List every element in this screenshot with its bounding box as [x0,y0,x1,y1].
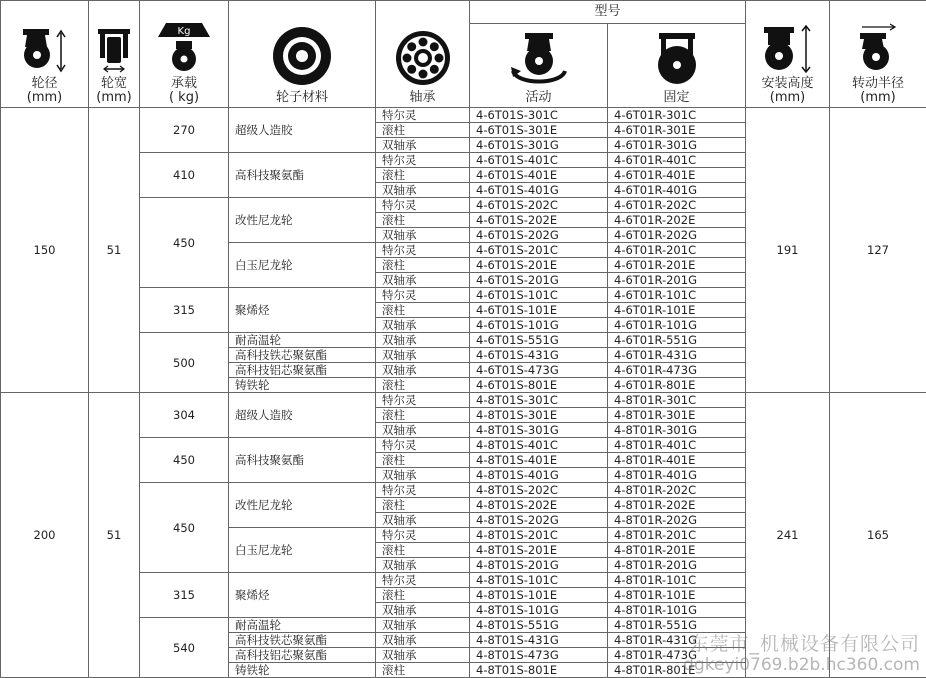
cell-model-rigid: 4-8T01R-201E [608,543,746,558]
cell-bearing: 滚柱 [376,588,470,603]
cell-model-rigid: 4-6T01R-101E [608,303,746,318]
bearing-label: 轴承 [409,90,435,105]
cell-model-rigid: 4-8T01R-301E [608,408,746,423]
cell-bearing: 特尔灵 [376,573,470,588]
cell-bearing: 滚柱 [376,663,470,678]
cell-model-rigid: 4-6T01R-301E [608,123,746,138]
cell-model-swivel: 4-6T01S-401G [470,183,608,198]
cell-bearing: 滚柱 [376,453,470,468]
cell-bearing: 双轴承 [376,273,470,288]
cell-material: 铸铁轮 [229,378,376,393]
cell-model-swivel: 4-8T01S-401G [470,468,608,483]
cell-diameter: 200 [1,393,89,678]
cell-load: 450 [140,198,229,288]
cell-model-swivel: 4-8T01S-301E [470,408,608,423]
table-header [1,1,926,108]
cell-material: 聚烯烃 [229,288,376,333]
cell-material: 超级人造胶 [229,108,376,153]
cell-model-swivel: 4-6T01S-473G [470,363,608,378]
cell-model-rigid: 4-8T01R-201C [608,528,746,543]
table-row [1,393,926,408]
table-body [1,108,926,678]
cell-model-swivel: 4-6T01S-202E [470,213,608,228]
cell-material: 高科技聚氨酯 [229,438,376,483]
cell-load: 540 [140,618,229,678]
mount-height-icon [760,25,816,73]
rigid-caster-icon [649,31,705,87]
cell-model-rigid: 4-8T01R-401G [608,468,746,483]
cell-model-rigid: 4-6T01R-201E [608,258,746,273]
cell-material: 改性尼龙轮 [229,198,376,243]
cell-material: 高科技铝芯聚氨酯 [229,648,376,663]
cell-model-rigid: 4-6T01R-551G [608,333,746,348]
cell-model-swivel: 4-6T01S-201G [470,273,608,288]
cell-bearing: 双轴承 [376,558,470,573]
watermark-url: dgkeyi0769.b2b.hc360.com [683,655,920,675]
cell-bearing: 特尔灵 [376,108,470,123]
cell-model-swivel: 4-6T01S-201E [470,258,608,273]
cell-material: 高科技铁芯聚氨酯 [229,633,376,648]
cell-load: 410 [140,153,229,198]
cell-model-swivel: 4-6T01S-301E [470,123,608,138]
cell-model-rigid: 4-6T01R-301C [608,108,746,123]
cell-model-swivel: 4-6T01S-401C [470,153,608,168]
rigid-label: 固定 [664,90,690,105]
cell-bearing: 特尔灵 [376,393,470,408]
cell-model-swivel: 4-6T01S-201C [470,243,608,258]
cell-model-swivel: 4-6T01S-431G [470,348,608,363]
cell-material: 铸铁轮 [229,663,376,678]
cell-material: 耐高温轮 [229,333,376,348]
cell-material: 高科技铁芯聚氨酯 [229,348,376,363]
swivel-label: 活动 [525,90,551,105]
cell-bearing: 双轴承 [376,423,470,438]
cell-swivel-radius: 165 [830,393,926,678]
cell-model-swivel: 4-6T01S-202C [470,198,608,213]
cell-load: 315 [140,573,229,618]
cell-load: 270 [140,108,229,153]
cell-load: 450 [140,438,229,483]
cell-bearing: 双轴承 [376,183,470,198]
cell-bearing: 特尔灵 [376,483,470,498]
height-unit: (mm) [770,90,805,105]
wheel-material-icon [271,25,333,87]
cell-bearing: 滚柱 [376,168,470,183]
cell-bearing: 特尔灵 [376,243,470,258]
wheel-width-icon [92,27,136,73]
cell-model-swivel: 4-8T01S-101E [470,588,608,603]
cell-bearing: 双轴承 [376,138,470,153]
header-rigid [608,24,746,108]
cell-bearing: 滚柱 [376,498,470,513]
cell-model-rigid: 4-6T01R-202C [608,198,746,213]
cell-bearing: 双轴承 [376,513,470,528]
cell-material: 高科技聚氨酯 [229,153,376,198]
wheel-diameter-icon [17,27,73,73]
cell-model-rigid: 4-8T01R-201G [608,558,746,573]
cell-bearing: 滚柱 [376,123,470,138]
cell-model-rigid: 4-6T01R-431G [608,348,746,363]
cell-bearing: 特尔灵 [376,438,470,453]
cell-model-rigid: 4-6T01R-202E [608,213,746,228]
diameter-label: 轮径 [31,76,57,91]
height-label: 安装高度 [762,76,814,91]
cell-model-rigid: 4-8T01R-101G [608,603,746,618]
cell-bearing: 特尔灵 [376,153,470,168]
cell-model-rigid: 4-8T01R-301G [608,423,746,438]
header-load [140,1,229,108]
cell-model-swivel: 4-8T01S-201G [470,558,608,573]
cell-load: 304 [140,393,229,438]
cell-model-swivel: 4-6T01S-301G [470,138,608,153]
cell-bearing: 双轴承 [376,348,470,363]
cell-material: 改性尼龙轮 [229,483,376,528]
cell-model-swivel: 4-6T01S-801E [470,378,608,393]
cell-model-swivel: 4-6T01S-202G [470,228,608,243]
load-label: 承载 [171,76,197,91]
cell-model-rigid: 4-8T01R-473G [608,648,746,663]
cell-model-rigid: 4-6T01R-201C [608,243,746,258]
cell-material: 白玉尼龙轮 [229,243,376,288]
load-unit: ( kg) [169,90,199,105]
header-diameter [1,1,89,108]
cell-bearing: 特尔灵 [376,528,470,543]
header-material [229,1,376,108]
cell-model-swivel: 4-8T01S-101G [470,603,608,618]
cell-model-rigid: 4-6T01R-201G [608,273,746,288]
cell-model-swivel: 4-6T01S-101E [470,303,608,318]
cell-material: 高科技铝芯聚氨酯 [229,363,376,378]
material-label: 轮子材料 [276,90,328,105]
cell-bearing: 双轴承 [376,603,470,618]
cell-model-swivel: 4-6T01S-101C [470,288,608,303]
cell-bearing: 双轴承 [376,648,470,663]
cell-material: 聚烯烃 [229,573,376,618]
swivel-radius-icon [848,23,908,73]
cell-bearing: 双轴承 [376,333,470,348]
header-radius [830,1,926,108]
cell-bearing: 滚柱 [376,258,470,273]
cell-model-swivel: 4-8T01S-202C [470,483,608,498]
cell-model-rigid: 4-8T01R-801E [608,663,746,678]
cell-bearing: 滚柱 [376,408,470,423]
cell-model-rigid: 4-6T01R-473G [608,363,746,378]
cell-bearing: 双轴承 [376,228,470,243]
cell-bearing: 特尔灵 [376,198,470,213]
cell-bearing: 滚柱 [376,378,470,393]
cell-model-swivel: 4-6T01S-101G [470,318,608,333]
cell-material: 耐高温轮 [229,618,376,633]
header-width [89,1,140,108]
cell-model-swivel: 4-8T01S-401E [470,453,608,468]
cell-model-rigid: 4-6T01R-202G [608,228,746,243]
cell-bearing: 双轴承 [376,468,470,483]
header-height [746,1,830,108]
cell-mount-height: 191 [746,108,830,393]
cell-bearing: 滚柱 [376,303,470,318]
cell-width: 51 [89,393,140,678]
cell-model-swivel: 4-8T01S-202G [470,513,608,528]
cell-bearing: 滚柱 [376,213,470,228]
cell-model-rigid: 4-6T01R-401G [608,183,746,198]
cell-diameter: 150 [1,108,89,393]
cell-bearing: 双轴承 [376,633,470,648]
cell-load: 500 [140,333,229,393]
cell-model-swivel: 4-6T01S-401E [470,168,608,183]
cell-width: 51 [89,108,140,393]
radius-unit: (mm) [860,90,895,105]
cell-model-swivel: 4-8T01S-301C [470,393,608,408]
cell-model-swivel: 4-6T01S-301C [470,108,608,123]
cell-mount-height: 241 [746,393,830,678]
cell-model-swivel: 4-8T01S-201C [470,528,608,543]
header-bearing [376,1,470,108]
cell-model-swivel: 4-8T01S-801E [470,663,608,678]
cell-material: 白玉尼龙轮 [229,528,376,573]
width-label: 轮宽 [101,76,127,91]
cell-bearing: 双轴承 [376,318,470,333]
cell-model-rigid: 4-6T01R-301G [608,138,746,153]
cell-model-rigid: 4-6T01R-101G [608,318,746,333]
width-unit: (mm) [96,90,131,105]
load-unit-text: Kg [178,26,191,37]
cell-model-rigid: 4-6T01R-401C [608,153,746,168]
cell-model-swivel: 4-8T01S-301G [470,423,608,438]
bearing-icon [394,29,452,87]
cell-bearing: 特尔灵 [376,288,470,303]
cell-bearing: 滚柱 [376,543,470,558]
cell-load: 315 [140,288,229,333]
header-model [470,1,746,24]
watermark-company: 东莞市_机械设备有限公司 [689,629,920,656]
cell-model-rigid: 4-8T01R-101E [608,588,746,603]
cell-model-rigid: 4-8T01R-301C [608,393,746,408]
cell-load: 450 [140,483,229,573]
cell-model-swivel: 4-8T01S-101C [470,573,608,588]
cell-model-rigid: 4-8T01R-202G [608,513,746,528]
cell-model-rigid: 4-8T01R-202E [608,498,746,513]
cell-model-swivel: 4-6T01S-551G [470,333,608,348]
load-weight-icon [154,21,214,73]
cell-bearing: 双轴承 [376,618,470,633]
cell-model-swivel: 4-8T01S-202E [470,498,608,513]
cell-model-rigid: 4-8T01R-202C [608,483,746,498]
cell-model-rigid: 4-6T01R-101C [608,288,746,303]
cell-model-rigid: 4-8T01R-401C [608,438,746,453]
cell-model-rigid: 4-6T01R-801E [608,378,746,393]
cell-model-swivel: 4-8T01S-551G [470,618,608,633]
swivel-caster-icon [507,31,571,87]
header-swivel [470,24,608,108]
cell-model-rigid: 4-8T01R-551G [608,618,746,633]
cell-swivel-radius: 127 [830,108,926,393]
cell-bearing: 双轴承 [376,363,470,378]
cell-model-swivel: 4-8T01S-431G [470,633,608,648]
cell-model-rigid: 4-8T01R-101C [608,573,746,588]
cell-model-swivel: 4-8T01S-401C [470,438,608,453]
cell-material: 超级人造胶 [229,393,376,438]
diameter-unit: (mm) [27,90,62,105]
cell-model-rigid: 4-8T01R-431G [608,633,746,648]
model-label: 型号 [595,4,621,19]
cell-model-rigid: 4-6T01R-401E [608,168,746,183]
radius-label: 转动半径 [852,76,904,91]
cell-model-rigid: 4-8T01R-401E [608,453,746,468]
table-row [1,108,926,123]
cell-model-swivel: 4-8T01S-201E [470,543,608,558]
cell-model-swivel: 4-8T01S-473G [470,648,608,663]
